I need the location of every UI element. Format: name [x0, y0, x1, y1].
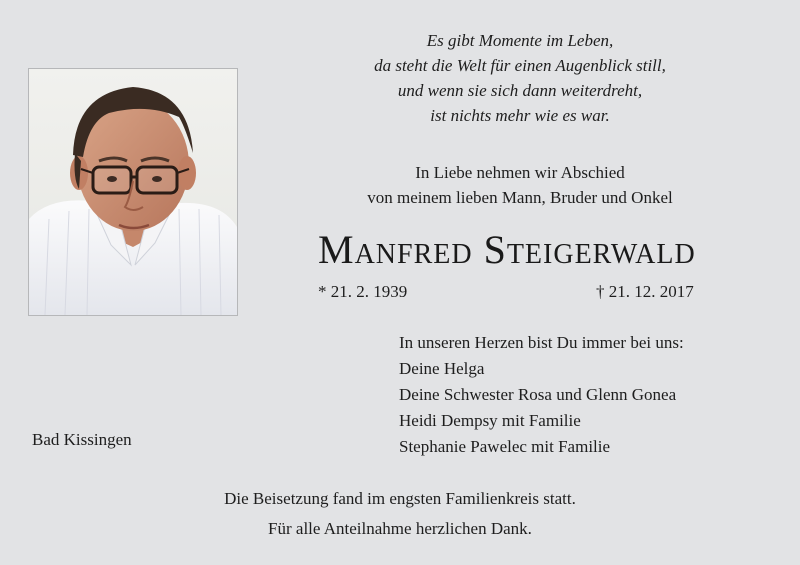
intro-line-1: In Liebe nehmen wir Abschied	[415, 163, 625, 182]
mourners-line-1: In unseren Herzen bist Du immer bei uns:	[399, 333, 684, 352]
closing-note	[100, 484, 700, 544]
intro-line-2: von meinem lieben Mann, Bruder und Onkel	[367, 188, 673, 207]
poem-line-2: da steht die Welt für einen Augenblick still,	[374, 56, 666, 75]
deceased-name: Manfred Steigerwald	[318, 227, 696, 272]
farewell-intro	[300, 160, 740, 210]
place-name: Bad Kissingen	[32, 430, 132, 449]
mourners-list	[399, 330, 684, 460]
closing-line-2: Für alle Anteilnahme herzlichen Dank.	[268, 519, 532, 538]
mourners-line-5: Stephanie Pawelec mit Familie	[399, 437, 611, 456]
birth-date: * 21. 2. 1939	[318, 282, 408, 301]
poem-line-3: und wenn sie sich dann weiterdreht,	[397, 81, 643, 100]
portrait-illustration	[29, 69, 237, 315]
portrait-photo	[28, 68, 238, 316]
death-date: † 21. 12. 2017	[596, 282, 694, 301]
mourners-line-4: Heidi Dempsy mit Familie	[399, 411, 581, 430]
poem	[300, 28, 740, 128]
poem-line-4: ist nichts mehr wie es war.	[430, 106, 610, 125]
poem-line-1: Es gibt Momente im Leben,	[426, 31, 614, 50]
mourners-line-2: Deine Helga	[399, 359, 485, 378]
mourners-line-3: Deine Schwester Rosa und Glenn Gonea	[399, 385, 677, 404]
closing-line-1: Die Beisetzung fand im engsten Familienkreis statt.	[224, 489, 576, 508]
